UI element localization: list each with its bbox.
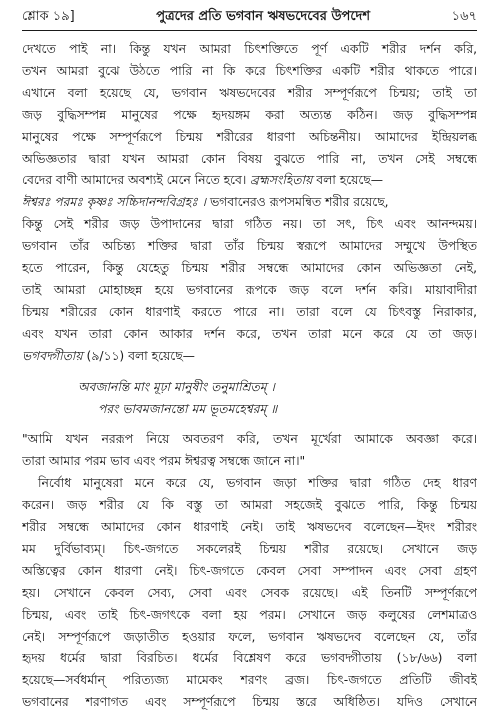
sanskrit-quote: ঈশ্বরঃ পরমঃ কৃষ্ণঃ সচ্চিদানন্দবিগ্রহঃ । xyxy=(22,195,207,210)
text-line: তাই আমরা মোহাচ্ছন্ন হয়ে ভগবানের রূপকে জড় বলে দর্শন করি। মায়াবাদীরা xyxy=(22,282,477,297)
text-line: ভগবান তাঁর অচিন্ত্য শক্তির দ্বারা তাঁর চিন্ময় স্বরূপে আমাদের সম্মুখে উপস্থিত xyxy=(22,239,477,254)
text-line: হয়। সেখানে কেবল সেব্য, সেবা এবং সেবক রয়েছে। এই তিনটি সম্পূর্ণরূপে xyxy=(22,585,477,600)
text-line: নির্বোধ মানুষেরা মনে করে যে, ভগবান জড়া শক্তির দ্বারা গঠিত দেহ ধারণ xyxy=(38,476,477,491)
text-line: অস্তিত্বের কোন ধারণা নেই। চিৎ-জগতে কেবল সেবা সম্পাদন এবং সেবা গ্রহণ xyxy=(22,563,477,578)
text-span: বলা হয়েছে— xyxy=(128,348,195,363)
text-line: করেন। জড় শরীর যে কি বস্তু তা আমরা সহজেই বুঝতে পারি, কিন্তু চিন্ময় xyxy=(22,498,477,513)
text-line: কিন্তু সেই শরীর জড় উপাদানের দ্বারা গঠিত নয়। তা সৎ, চিৎ এবং আনন্দময়। xyxy=(22,217,477,232)
scripture-source: ব্রহ্মসংহিতায় xyxy=(250,173,313,188)
sanskrit-verse xyxy=(22,377,477,421)
text-line: ভগবানের শরণাগত এবং সম্পূর্ণরূপে চিন্ময় স্তরে অধিষ্ঠিত। যদিও সেখানে xyxy=(22,695,477,710)
spacer xyxy=(22,368,477,377)
text-line: শরীর সম্বন্ধে আমাদের কোন ধারণাই নেই। তাই ঋষভদেব বলেছেন—ইদং শরীরং xyxy=(22,520,477,535)
text-line xyxy=(22,192,477,214)
text-line: দেখতে পাই না। কিন্তু যখন আমরা চিৎশক্তিতে পূর্ণ একটি শরীর দর্শন করি, xyxy=(22,42,477,56)
header-rule xyxy=(22,30,477,31)
text-line: তারা আমার পরম ভাব এবং পরম ঈশ্বরত্ব সম্বন্ধে জানে না।" xyxy=(22,454,306,469)
text-line: চিন্ময় শরীরের কোন ধারণাই করতে পারে না। তারা বলে যে চিৎবস্তু নিরাকার, xyxy=(22,304,477,319)
text-line: হৃদয় ধর্মের দ্বারা বিরচিত। ধর্মের বিশ্লেষণ করে ভগবদ্গীতায় (১৮/৬৬) বলা xyxy=(22,651,477,666)
paragraph-1 xyxy=(22,39,477,368)
verse-reference: শ্লোক ১৯] xyxy=(22,9,75,24)
verse-line: পরং ভাবমজানন্তো মম ভূতমহেশ্বরম্ ॥ xyxy=(98,401,278,416)
verse-translation xyxy=(22,429,477,473)
verse-number: (৯/১১) xyxy=(86,348,125,363)
text-line: এখানে বলা হয়েছে যে, ভগবান ঋষভদেবের শরীর সম্পূর্ণরূপে চিন্ময়; তাই তা xyxy=(22,85,477,100)
text-span: ভগবানেরও রূপসমন্বিত শরীর রয়েছে, xyxy=(210,195,389,210)
verse-line: অবজানন্তি মাং মূঢ়া মানুষীং তনুমাশ্রিতম্ । xyxy=(78,379,275,394)
text-span: বেদের বাণী আমাদের অবশ্যই মেনে নিতে হবে। xyxy=(22,173,247,188)
text-line: মানুষের পক্ষে সম্পূর্ণরূপে চিন্ময় শরীরের ধারণা অচিন্তনীয়। আমাদের ইন্দ্রিয়লব্ধ xyxy=(22,129,477,144)
scripture-source: ভগবদ্গীতায় xyxy=(22,348,83,363)
chapter-title: পুত্রদের প্রতি ভগবান ঋষভদেবের উপদেশ xyxy=(156,9,371,24)
text-line: তখন আমরা বুঝে উঠতে পারি না কি করে চিৎশক্তির একটি শরীর থাকতে পারে। xyxy=(22,63,477,78)
page-header xyxy=(22,6,477,28)
paragraph-2 xyxy=(22,473,477,714)
text-line: চিন্ময়, এবং তাই চিৎ-জগৎকে বলা হয় পরম। সেখানে জড় কলুষের লেশমাত্রও xyxy=(22,607,477,622)
text-line: মম দুর্বিভাব্যম্। চিৎ-জগতে সকলেরই চিন্ময় শরীর রয়েছে। সেখানে জড় xyxy=(22,541,477,556)
text-line: হতে পারেন, কিন্তু যেহেতু চিন্ময় শরীর সম্বন্ধে আমাদের কোন অভিজ্ঞতা নেই, xyxy=(22,261,477,276)
text-line: অভিজ্ঞতার দ্বারা যখন আমরা কোন বিষয় বুঝতে পারি না, তখন সেই সম্বন্ধে xyxy=(22,151,477,166)
text-span: বলা হয়েছে— xyxy=(316,173,384,188)
page-number: ১৬৭ xyxy=(451,9,477,24)
text-line xyxy=(22,170,477,192)
text-line: জড় বুদ্ধিসম্পন্ন মানুষের পক্ষে হৃদয়ঙ্গম করা অত্যন্ত কঠিন। জড় বুদ্ধিসম্পন্ন xyxy=(22,107,477,122)
text-line: "আমি যখন নররূপ নিয়ে অবতরণ করি, তখন মূর্খেরা আমাকে অবজ্ঞা করে। xyxy=(22,432,477,447)
text-line: এবং যখন তারা কোন আকার দর্শন করে, তখন তারা মনে করে যে তা জড়। xyxy=(22,326,477,341)
text-line xyxy=(22,346,477,368)
text-line: হয়েছে—সর্বধর্মান্ পরিত্যজ্য মামেকং শরণং ব্রজ। চিৎ-জগতে প্রতিটি জীবই xyxy=(22,673,477,688)
text-line: নেই। সম্পূর্ণরূপে জড়াতীত হওয়ার ফলে, ভগবান ঋষভদেব বলেছেন যে, তাঁর xyxy=(22,629,477,644)
spacer xyxy=(22,420,477,429)
